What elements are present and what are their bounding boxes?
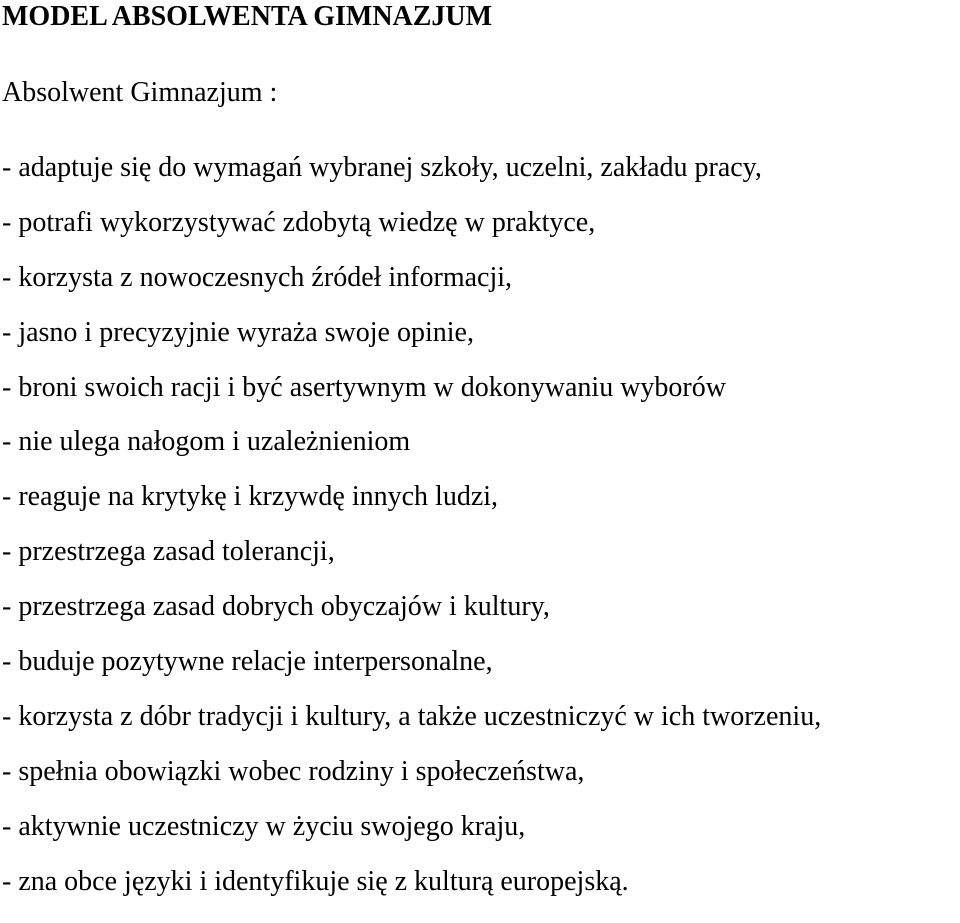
list-item: - korzysta z dóbr tradycji i kultury, a także uczestniczyć w ich tworzeniu,: [2, 700, 822, 732]
list-item: - reaguje na krytykę i krzywdę innych ludzi,: [2, 481, 499, 513]
list-item: - korzysta z nowoczesnych źródeł informacji,: [2, 261, 513, 293]
list-item: - nie ulega nałogom i uzależnieniom: [2, 426, 411, 458]
graduate-traits-list: [2, 151, 821, 919]
list-item: - zna obce języki i identyfikuje się z kulturą europejską.: [2, 865, 629, 897]
document-title: MODEL ABSOLWENTA GIMNAZJUM: [2, 1, 493, 32]
list-item: - przestrzega zasad dobrych obyczajów i kultury,: [2, 591, 550, 623]
list-item: - adaptuje się do wymagań wybranej szkoły, uczelni, zakładu pracy,: [2, 152, 762, 183]
list-item: - spełnia obowiązki wobec rodziny i społeczeństwa,: [2, 755, 585, 787]
list-item: - broni swoich racji i być asertywnym w dokonywaniu wyborów: [2, 371, 726, 403]
list-item: - buduje pozytywne relacje interpersonalne,: [2, 646, 493, 678]
list-item: - aktywnie uczestniczy w życiu swojego kraju,: [2, 810, 526, 842]
list-item: - jasno i precyzyjnie wyraża swoje opinie,: [2, 316, 474, 348]
document-subtitle: Absolwent Gimnazjum :: [2, 77, 278, 108]
list-item: - potrafi wykorzystywać zdobytą wiedzę w praktyce,: [2, 206, 596, 238]
list-item: - przestrzega zasad tolerancji,: [2, 536, 335, 568]
